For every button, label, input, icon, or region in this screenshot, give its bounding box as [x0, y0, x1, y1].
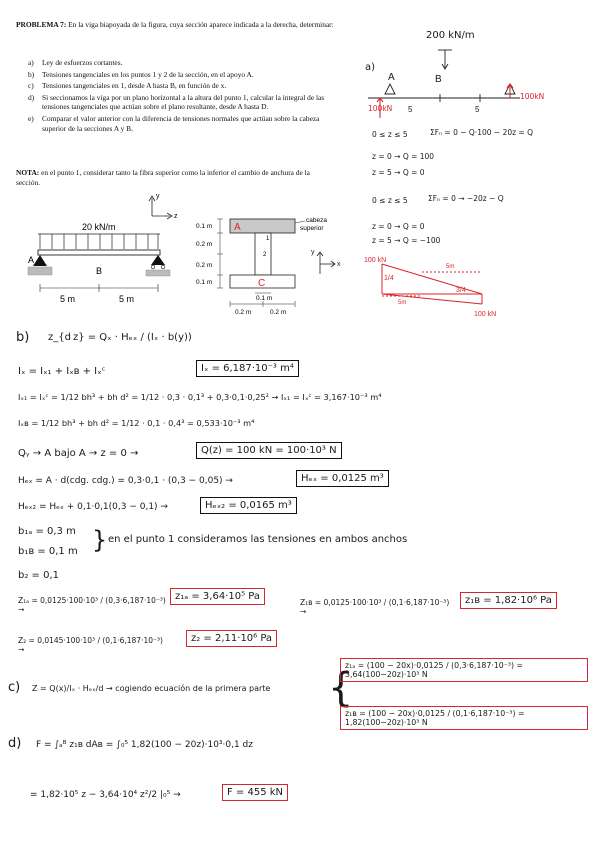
support-c-icon	[151, 255, 165, 265]
d-line: F = ∫ₐᴮ z₁ʙ dAʙ = ∫₀⁵ 1,82(100 − 20z)·10³·0,1 dz	[36, 740, 253, 750]
c-box-1: z₁ₐ = (100 − 20x)·0,0125 / (0,3·6,187·10⁻³) = 3,64(100−20z)·10³ N	[340, 658, 588, 682]
qy-box: Q(z) = 100 kN = 100·10³ N	[196, 442, 342, 459]
sketch-axis-x: x	[337, 261, 341, 268]
hex2-line: Hₑₓ₂ = Hₑₓ + 0,1·0,1(0,3 − 0,1) →	[18, 502, 168, 512]
axis-y-label: y	[156, 193, 160, 200]
span-1-label: 5 m	[60, 294, 76, 304]
z1a-box: z₁ₐ = 3,64·10⁵ Pa	[170, 588, 265, 605]
b1b: b₁ʙ = 0,1 m	[18, 546, 78, 557]
sketch-part-a: a)	[365, 62, 376, 73]
sketch-load: 200 kN/m	[426, 30, 475, 41]
distributed-load	[38, 234, 160, 249]
cabeza-label-1: cabeza	[306, 217, 327, 224]
eq1-head: 0 ≤ z ≤ 5	[372, 130, 408, 139]
dim-bottom-2: 0.2 m	[235, 309, 252, 316]
diag-tick-right: 3/4	[456, 287, 466, 294]
d-line2: = 1,82·10⁵ z − 3,64·10⁴ z²/2 |₀⁵ →	[30, 790, 181, 800]
diag-tick-left: 1/4	[384, 275, 394, 282]
problem-item: e) Comparar el valor anterior con la diferencia de tensiones normales que actúan sobre la cabeza superior de la secciones A y B.	[28, 113, 320, 133]
problem-item: b) Tensiones tangenciales en los puntos 1 y 2 de la sección, en el apoyo A.	[28, 69, 254, 79]
diag-top-label: 100 kN	[364, 257, 387, 264]
reaction-left: 100kN	[368, 104, 393, 113]
section-c-label: C	[258, 278, 266, 289]
cabeza-label-2: superior	[300, 225, 324, 232]
problem-intro-text: En la viga biapoyada de la figura, cuya sección aparece indicada a la derecha, determinar:	[68, 20, 334, 29]
ixb-line: Iₓʙ = 1/12 bh³ + bh d² = 1/12 · 0,1 · 0,4³ = 0,533·10⁻³ m⁴	[18, 418, 255, 428]
support-a-label: A	[28, 255, 35, 265]
point-1-label: 1	[266, 236, 270, 242]
sketch-axes-icon	[305, 244, 355, 284]
note-label: NOTA:	[16, 168, 40, 177]
dim-left-2: 0.2 m	[196, 241, 213, 248]
sketch-a-label: A	[388, 72, 395, 83]
z1a-line: Z₁ₐ = 0,0125·100·10³ / (0,3·6,187·10⁻³) →	[18, 596, 166, 614]
beam-figure	[20, 190, 340, 318]
problem-note	[16, 168, 334, 187]
dim-bottom-3: 0.2 m	[270, 309, 287, 316]
point-2-label: 2	[263, 252, 267, 258]
ground-a	[28, 267, 52, 275]
hex-box: Hₑₓ = 0,0125 m³	[296, 470, 389, 487]
c-box-2: z₁ʙ = (100 − 20x)·0,0125 / (0,1·6,187·10⁻³) = 1,82(100−20z)·10³ N	[340, 706, 588, 730]
sketch-span-right: 5	[475, 105, 480, 114]
problem-item: a) Ley de esfuerzos cortantes.	[28, 58, 123, 67]
section-a-label: A	[234, 222, 241, 233]
ix-box: Iₓ = 6,187·10⁻³ m⁴	[196, 360, 299, 377]
sketch-axis-y: y	[311, 249, 315, 256]
axes-icon	[149, 196, 172, 219]
eq1: ΣFₙ = 0 − Q·100 − 20z = Q	[430, 128, 534, 137]
problem-statement	[16, 20, 334, 30]
z1b-line: Z₁ʙ = 0,0125·100·10³ / (0,1·6,187·10⁻³) →	[300, 598, 450, 616]
axis-z-label: z	[174, 213, 178, 220]
dim-left-4: 0.1 m	[196, 279, 213, 286]
dim-bottom-1: 0.1 m	[256, 295, 273, 302]
b-formula: z_{d z} = Qₓ · Hₑₓ / (Iₓ · b(y))	[48, 332, 192, 343]
c-head: c)	[8, 680, 21, 695]
shear-diagram	[362, 254, 592, 324]
problem-items	[28, 58, 328, 135]
problem-heading: PROBLEMA 7:	[16, 20, 67, 29]
z1b-box: z₁ʙ = 1,82·10⁶ Pa	[460, 592, 557, 609]
z2-line: Z₂ = 0,0145·100·10³ / (0,1·6,187·10⁻³) →	[18, 636, 163, 654]
reaction-right: 100kN	[520, 92, 545, 101]
eq2-a: z = 0 → Q = 0	[372, 222, 425, 231]
sketch-beam	[360, 40, 590, 120]
eq2: ΣFₙ = 0 → −20z − Q	[428, 194, 504, 203]
beam	[38, 250, 160, 255]
point-b-label: B	[96, 266, 103, 276]
support-a-icon	[33, 255, 47, 266]
span-2-label: 5 m	[119, 294, 135, 304]
sketch-span-left: 5	[408, 105, 413, 114]
sketch-b-label: B	[435, 74, 442, 85]
b1a: b₁ₐ = 0,3 m	[18, 526, 76, 537]
eq1-a: z = 0 → Q = 100	[372, 152, 435, 161]
ixa-line: Iₓ₁ = Iₓᶜ = 1/12 bh³ + bh d² = 1/12 · 0,3 · 0,1³ + 0,3·0,1·0,25² → Iₓ₁ = Iₓᶜ = 3,167·10⁻³ m⁴	[18, 392, 382, 402]
diag-len-bottom: 5m	[398, 300, 407, 306]
problem-item: c) Tensiones tangenciales en 1, desde A hasta B, en función de x.	[28, 81, 227, 91]
problem-item: d) Si seccionamos la viga por un plano horizontal a la altura del punto 1, calcular la integral de las tensiones tangenciales que actúan sobre el plano resultante, desde A hasta D.	[28, 92, 325, 112]
eq1-b: z = 5 → Q = 0	[372, 168, 425, 177]
z2-box: z₂ = 2,11·10⁶ Pa	[186, 630, 277, 647]
b2: b₂ = 0,1	[18, 570, 59, 581]
b-head: b)	[16, 330, 30, 345]
hex-line: Hₑₓ = A · d(cdg. cdg.) = 0,3·0,1 · (0,3 − 0,05) →	[18, 476, 233, 486]
eq2-head: 0 ≤ z ≤ 5	[372, 196, 408, 205]
d-head: d)	[8, 736, 22, 751]
b1-note: en el punto 1 consideramos las tensiones en ambos anchos	[108, 534, 408, 545]
c-line: Z = Q(x)/Iₓ · Hₑₓ/d → cogiendo ecuación de la primera parte	[32, 684, 271, 693]
eq2-b: z = 5 → Q = −100	[372, 236, 441, 245]
load-label: 20 kN/m	[82, 222, 116, 232]
d-box: F = 455 kN	[222, 784, 288, 801]
note-text: en el punto 1, considerar tanto la fibra superior como la inferior el cambio de anchura de la sección.	[16, 168, 310, 187]
ground-c	[146, 270, 170, 276]
diag-bottom-label: 100 kN	[474, 311, 497, 318]
hex2-box: Hₑₓ₂ = 0,0165 m³	[200, 497, 297, 514]
dim-left-3: 0.2 m	[196, 262, 213, 269]
dim-left-1: 0.1 m	[196, 223, 213, 230]
qy-line: Qᵧ → A bajo A → z = 0 →	[18, 448, 139, 459]
diag-len-top: 5m	[446, 264, 455, 270]
problem-intro	[16, 20, 334, 30]
ix-line: Iₓ = Iₓ₁ + Iₓʙ + Iₓᶜ	[18, 366, 106, 377]
